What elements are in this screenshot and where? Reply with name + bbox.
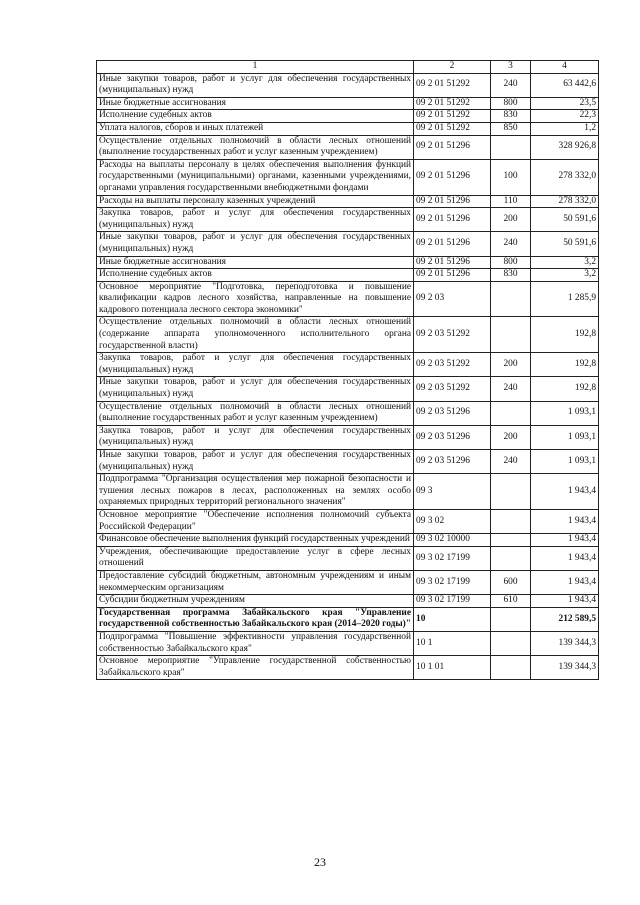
- row-code-cell: 09 2 01 51292: [414, 73, 491, 97]
- row-code-cell: 09 3 02 17199: [414, 570, 491, 594]
- row-expense-type-cell: [491, 474, 531, 510]
- row-expense-type-cell: 800: [491, 97, 531, 110]
- row-expense-type-cell: 240: [491, 73, 531, 97]
- row-expense-type-cell: [491, 401, 531, 425]
- row-name-cell: Закупка товаров, работ и услуг для обеспечения государственных (муниципальных) нужд: [97, 208, 414, 232]
- table-row: [97, 256, 599, 269]
- row-amount-cell: 192,8: [531, 377, 599, 401]
- row-amount-cell: 1 093,1: [531, 401, 599, 425]
- row-expense-type-cell: [491, 631, 531, 655]
- row-expense-type-cell: 240: [491, 377, 531, 401]
- row-expense-type-cell: 110: [491, 195, 531, 208]
- row-code-cell: 09 2 03: [414, 281, 491, 317]
- row-amount-cell: 278 332,0: [531, 195, 599, 208]
- row-expense-type-cell: 600: [491, 570, 531, 594]
- row-expense-type-cell: [491, 607, 531, 631]
- row-amount-cell: 1 943,4: [531, 546, 599, 570]
- row-name-cell: Основное мероприятие "Управление государственной собственностью Забайкальского края": [97, 656, 414, 680]
- table-row: [97, 135, 599, 159]
- page-number: 23: [314, 855, 326, 869]
- row-amount-cell: 328 926,8: [531, 135, 599, 159]
- table-row: [97, 509, 599, 533]
- row-amount-cell: 63 442,6: [531, 73, 599, 97]
- row-expense-type-cell: [491, 656, 531, 680]
- row-code-cell: 09 3: [414, 474, 491, 510]
- row-code-cell: 09 2 01 51296: [414, 159, 491, 195]
- table-body: [97, 73, 599, 680]
- table-row: [97, 232, 599, 256]
- row-amount-cell: 1 943,4: [531, 534, 599, 547]
- table-row: [97, 474, 599, 510]
- row-code-cell: 09 2 03 51296: [414, 401, 491, 425]
- row-code-cell: 09 2 03 51292: [414, 317, 491, 353]
- row-name-cell: Подпрограмма "Повышение эффективности управления государственной собственностью Забайкальского края": [97, 631, 414, 655]
- row-expense-type-cell: [491, 281, 531, 317]
- row-code-cell: 10: [414, 607, 491, 631]
- row-amount-cell: 3,2: [531, 256, 599, 269]
- row-name-cell: Закупка товаров, работ и услуг для обеспечения государственных (муниципальных) нужд: [97, 353, 414, 377]
- table-row: [97, 110, 599, 123]
- table-row: [97, 269, 599, 282]
- row-expense-type-cell: [491, 317, 531, 353]
- row-name-cell: Исполнение судебных актов: [97, 269, 414, 282]
- row-name-cell: Основное мероприятие "Обеспечение исполнения полномочий субъекта Российской Федерации": [97, 509, 414, 533]
- table-row: [97, 570, 599, 594]
- row-expense-type-cell: [491, 546, 531, 570]
- column-header-name: 1: [97, 61, 414, 74]
- row-expense-type-cell: [491, 534, 531, 547]
- row-code-cell: 09 2 01 51296: [414, 195, 491, 208]
- row-amount-cell: 1 093,1: [531, 450, 599, 474]
- row-name-cell: Осуществление отдельных полномочий в области лесных отношений (содержание аппарата уполномоченного исполнительного органа государственной власти): [97, 317, 414, 353]
- row-amount-cell: 1 093,1: [531, 425, 599, 449]
- row-name-cell: Иные бюджетные ассигнования: [97, 256, 414, 269]
- row-expense-type-cell: 200: [491, 208, 531, 232]
- row-amount-cell: 278 332,0: [531, 159, 599, 195]
- row-name-cell: Исполнение судебных актов: [97, 110, 414, 123]
- row-amount-cell: 1 943,4: [531, 570, 599, 594]
- row-code-cell: 09 2 03 51292: [414, 353, 491, 377]
- row-code-cell: 09 2 01 51292: [414, 110, 491, 123]
- table-row: [97, 656, 599, 680]
- row-expense-type-cell: 240: [491, 450, 531, 474]
- table-row: [97, 195, 599, 208]
- row-code-cell: 09 2 01 51296: [414, 135, 491, 159]
- row-code-cell: 09 3 02: [414, 509, 491, 533]
- row-code-cell: 09 2 01 51292: [414, 97, 491, 110]
- row-name-cell: Осуществление отдельных полномочий в области лесных отношений (выполнение государственных работ и услуг казенным учреждением): [97, 135, 414, 159]
- row-amount-cell: 139 344,3: [531, 656, 599, 680]
- table-row: [97, 97, 599, 110]
- table-row: [97, 546, 599, 570]
- table-header: [97, 61, 599, 74]
- row-amount-cell: 1 943,4: [531, 509, 599, 533]
- row-expense-type-cell: 800: [491, 256, 531, 269]
- row-amount-cell: 50 591,6: [531, 232, 599, 256]
- table-row: [97, 377, 599, 401]
- row-code-cell: 09 3 02 17199: [414, 546, 491, 570]
- row-name-cell: Субсидии бюджетным учреждениям: [97, 595, 414, 608]
- row-amount-cell: 23,5: [531, 97, 599, 110]
- budget-table: [96, 60, 599, 680]
- row-amount-cell: 212 589,5: [531, 607, 599, 631]
- row-name-cell: Иные закупки товаров, работ и услуг для обеспечения государственных (муниципальных) нужд: [97, 73, 414, 97]
- row-amount-cell: 192,8: [531, 317, 599, 353]
- row-expense-type-cell: 610: [491, 595, 531, 608]
- row-amount-cell: 50 591,6: [531, 208, 599, 232]
- row-expense-type-cell: 830: [491, 110, 531, 123]
- row-name-cell: Иные закупки товаров, работ и услуг для обеспечения государственных (муниципальных) нужд: [97, 377, 414, 401]
- row-amount-cell: 1 285,9: [531, 281, 599, 317]
- row-code-cell: 09 2 01 51296: [414, 269, 491, 282]
- row-code-cell: 10 1 01: [414, 656, 491, 680]
- row-name-cell: Государственная программа Забайкальского края "Управление государственной собственностью Забайкальского края (2014–2020 годы)": [97, 607, 414, 631]
- row-amount-cell: 1,2: [531, 122, 599, 135]
- row-name-cell: Иные закупки товаров, работ и услуг для обеспечения государственных (муниципальных) нужд: [97, 450, 414, 474]
- row-code-cell: 09 2 03 51296: [414, 450, 491, 474]
- table-row: [97, 401, 599, 425]
- table-row: [97, 534, 599, 547]
- table-row: [97, 353, 599, 377]
- row-code-cell: 09 3 02 17199: [414, 595, 491, 608]
- row-expense-type-cell: [491, 135, 531, 159]
- table-row: [97, 595, 599, 608]
- row-code-cell: 09 2 03 51292: [414, 377, 491, 401]
- row-amount-cell: 192,8: [531, 353, 599, 377]
- row-expense-type-cell: 200: [491, 353, 531, 377]
- table-row: [97, 122, 599, 135]
- row-code-cell: 09 2 01 51292: [414, 122, 491, 135]
- row-amount-cell: 3,2: [531, 269, 599, 282]
- row-code-cell: 09 2 01 51296: [414, 232, 491, 256]
- row-name-cell: Расходы на выплаты персоналу в целях обеспечения выполнения функций государственными (муниципальными) органами, казенными учреждениями, органами управления государственными внебюджетными фондами: [97, 159, 414, 195]
- row-amount-cell: 1 943,4: [531, 474, 599, 510]
- row-amount-cell: 139 344,3: [531, 631, 599, 655]
- table-row: [97, 208, 599, 232]
- table-row: [97, 450, 599, 474]
- table-row: [97, 159, 599, 195]
- row-name-cell: Закупка товаров, работ и услуг для обеспечения государственных (муниципальных) нужд: [97, 425, 414, 449]
- row-expense-type-cell: 100: [491, 159, 531, 195]
- column-header-expense-type: 3: [491, 61, 531, 74]
- row-name-cell: Учреждения, обеспечивающие предоставление услуг в сфере лесных отношений: [97, 546, 414, 570]
- row-code-cell: 09 2 03 51296: [414, 425, 491, 449]
- row-code-cell: 10 1: [414, 631, 491, 655]
- row-code-cell: 09 2 01 51296: [414, 208, 491, 232]
- row-expense-type-cell: 850: [491, 122, 531, 135]
- table-row: [97, 317, 599, 353]
- table-row: [97, 607, 599, 631]
- row-expense-type-cell: 830: [491, 269, 531, 282]
- row-name-cell: Основное мероприятие "Подготовка, переподготовка и повышение квалификации кадров лесного хозяйства, направленные на повышение кадрового потенциала лесного сектора экономики": [97, 281, 414, 317]
- header-row: [97, 61, 599, 74]
- row-expense-type-cell: 200: [491, 425, 531, 449]
- row-amount-cell: 1 943,4: [531, 595, 599, 608]
- table-row: [97, 425, 599, 449]
- row-expense-type-cell: 240: [491, 232, 531, 256]
- table-row: [97, 631, 599, 655]
- column-header-code: 2: [414, 61, 491, 74]
- row-name-cell: Предоставление субсидий бюджетным, автономным учреждениям и иным некоммерческим организациям: [97, 570, 414, 594]
- row-expense-type-cell: [491, 509, 531, 533]
- row-name-cell: Подпрограмма "Организация осуществления мер пожарной безопасности и тушения лесных пожаров в лесах, расположенных на землях особо охраняемых природных территорий регионального значения": [97, 474, 414, 510]
- row-amount-cell: 22,3: [531, 110, 599, 123]
- row-name-cell: Иные бюджетные ассигнования: [97, 97, 414, 110]
- table-row: [97, 281, 599, 317]
- row-name-cell: Уплата налогов, сборов и иных платежей: [97, 122, 414, 135]
- column-header-amount: 4: [531, 61, 599, 74]
- row-code-cell: 09 2 01 51296: [414, 256, 491, 269]
- row-name-cell: Расходы на выплаты персоналу казенных учреждений: [97, 195, 414, 208]
- row-name-cell: Осуществление отдельных полномочий в области лесных отношений (выполнение государственных работ и услуг казенным учреждением): [97, 401, 414, 425]
- row-name-cell: Финансовое обеспечение выполнения функций государственных учреждений: [97, 534, 414, 547]
- row-name-cell: Иные закупки товаров, работ и услуг для обеспечения государственных (муниципальных) нужд: [97, 232, 414, 256]
- row-code-cell: 09 3 02 10000: [414, 534, 491, 547]
- table-row: [97, 73, 599, 97]
